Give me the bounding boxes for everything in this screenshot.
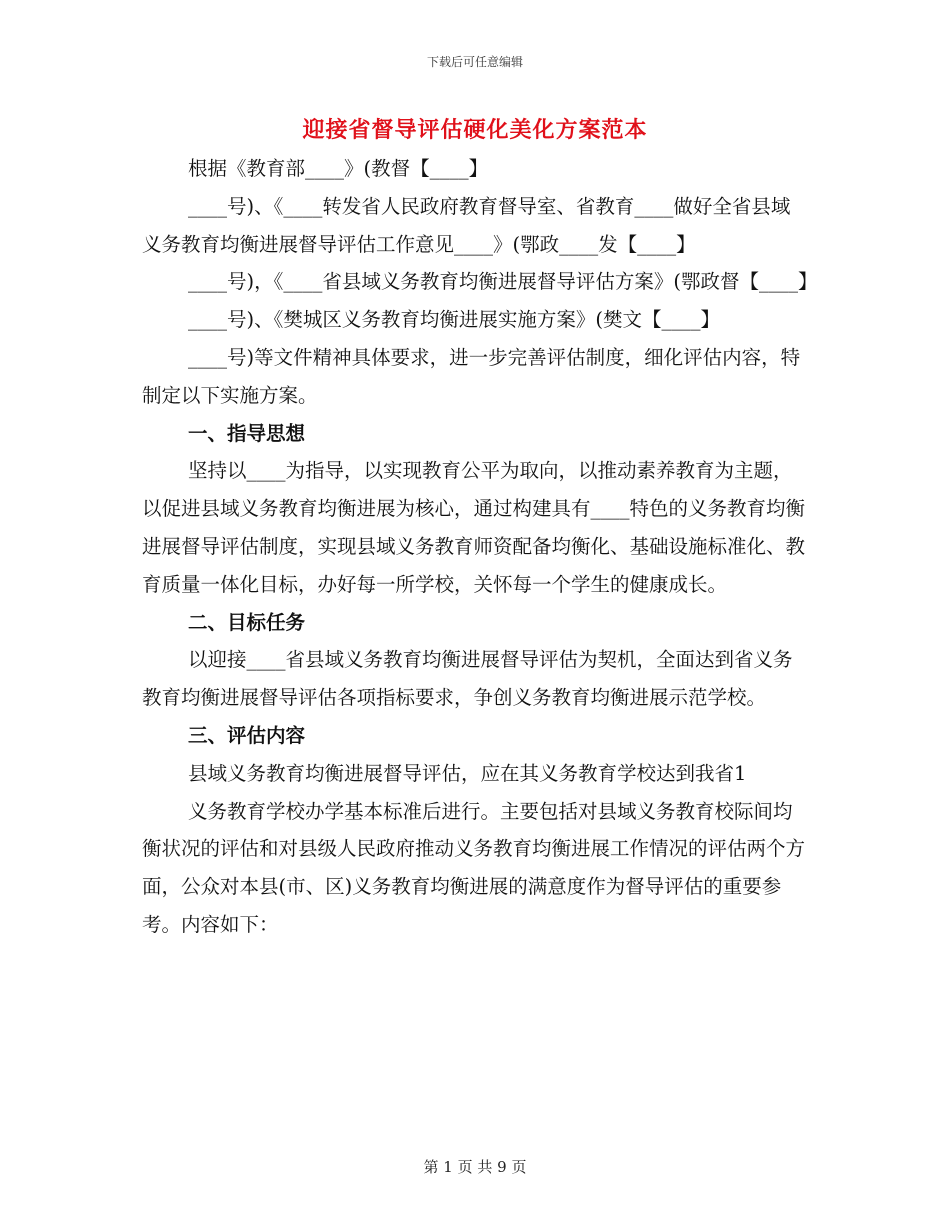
page-number: 第 1 页 共 9 页 [423,1158,527,1176]
paragraph-basis-cont-2: ____号)，《____省县域义务教育均衡进展督导评估方案》(鄂政督【____】 [188,270,818,294]
paragraph-goals: 以迎接____省县域义务教育均衡进展督导评估为契机，全面达到省义务教育均衡进展督导评估各项指标要求，争创义务教育均衡进展示范学校。 [142,648,793,710]
section-heading-evaluation-content: 三、评估内容 [188,723,306,747]
paragraph-evaluation-content-cont: 义务教育学校办学基本标准后进行。主要包括对县域义务教育校际间均衡状况的评估和对县级人民政府推动义务教育均衡进展工作情况的评估两个方面，公众对本县(市、区)义务教育均衡进展的满意度作为督导评估的重要参考。内容如下： [142,799,806,936]
document-body [142,150,818,944]
paragraph-guiding-ideology: 坚持以____为指导，以实现教育公平为取向，以推动素养教育为主题，以促进县域义务教育均衡进展为核心，通过构建具有____特色的义务教育均衡进展督导评估制度，实现县域义务教育师资配备均衡化、基础设施标准化、教育质量一体化目标，办好每一所学校，关怀每一个学生的健康成长。 [142,459,806,596]
paragraph-basis: 根据《教育部____》(教督【____】 [188,157,489,180]
paragraph-basis-cont-4: ____号)等文件精神具体要求，进一步完善评估制度，细化评估内容，特制定以下实施方案。 [142,345,801,407]
paragraph-evaluation-content: 县域义务教育均衡进展督导评估，应在其义务教育学校达到我省1 [188,761,747,785]
header-note: 下载后可任意编辑 [426,55,523,69]
section-heading-goals: 二、目标任务 [188,610,306,634]
document-title: 迎接省督导评估硬化美化方案范本 [302,118,648,143]
section-heading-guiding-ideology: 一、指导思想 [188,421,306,445]
paragraph-basis-cont-3: ____号)、《樊城区义务教育均衡进展实施方案》(樊文【____】 [188,308,720,332]
paragraph-basis-cont-1: ____号)、《____转发省人民政府教育督导室、省教育____做好全省县域义务教育均衡进展督导评估工作意见____》(鄂政____发【____】 [142,194,791,256]
